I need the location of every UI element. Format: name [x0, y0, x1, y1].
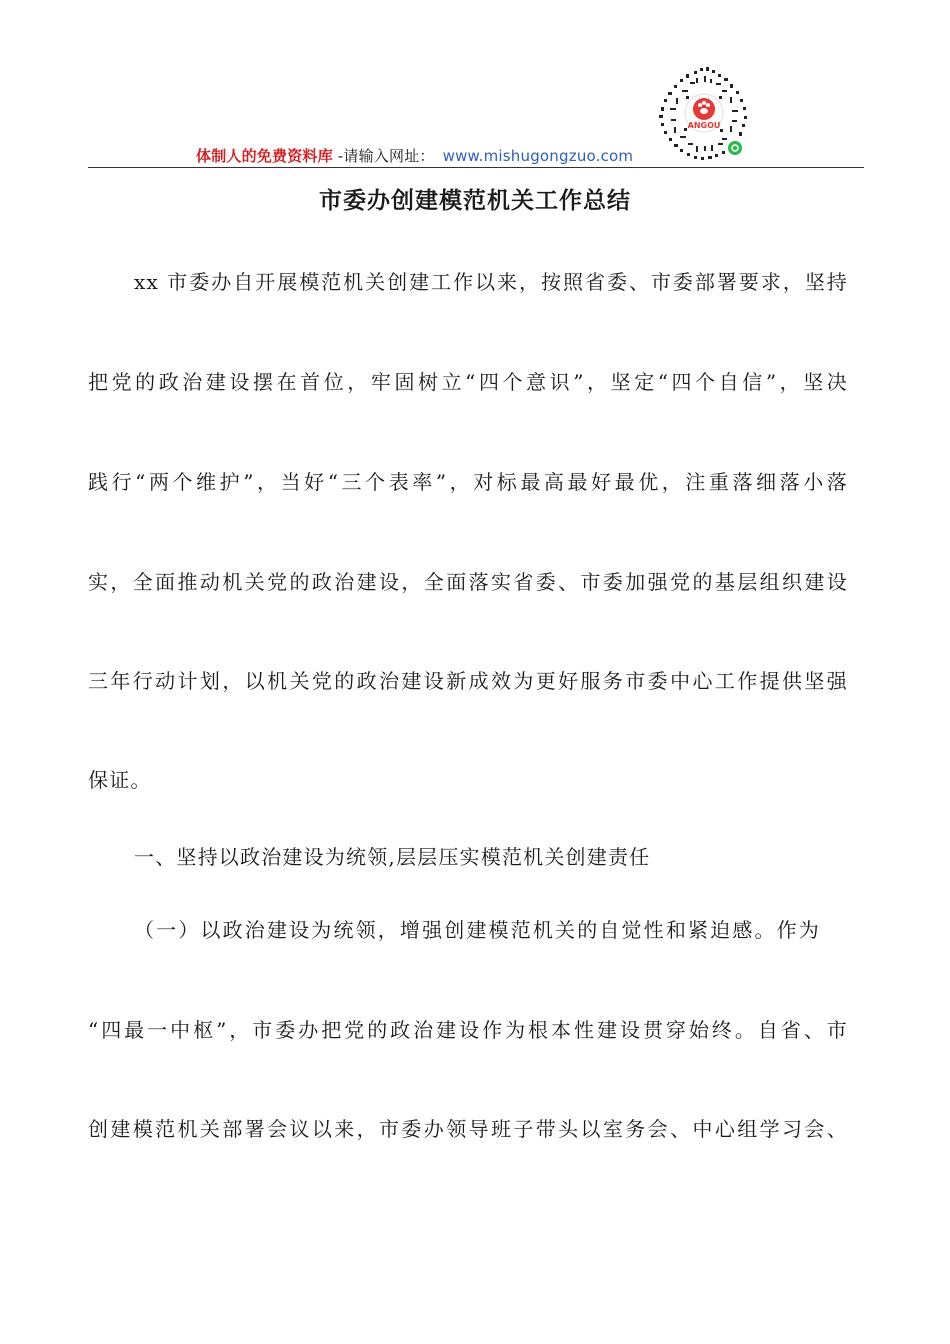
header-divider — [88, 167, 864, 168]
subsection-heading-1: （一）以政治建设为统领，增强创建模范机关的自觉性和紧迫感。作为 — [134, 918, 820, 942]
body-line-2: 把党的政治建设摆在首位，牢固树立“四个意识”，坚定“四个自信”，坚决 — [88, 370, 848, 394]
body-line-6: 保证。 — [88, 768, 152, 792]
body-line-3: 践行“两个维护”，当好“三个表率”，对标最高最好最优，注重落细落小落 — [88, 470, 848, 494]
mini-program-qr-code[interactable] — [656, 66, 752, 162]
body-line-1: xx 市委办自开展模范机关创建工作以来，按照省委、市委部署要求，坚持 — [134, 270, 848, 294]
section-heading-1: 一、坚持以政治建设为统领,层层压实模范机关创建责任 — [134, 845, 651, 869]
site-name: 体制人的免费资料库 — [196, 147, 333, 165]
body-line-5: 三年行动计划，以机关党的政治建设新成效为更好服务市委中心工作提供坚强 — [88, 669, 848, 693]
body-line-8: 创建模范机关部署会议以来，市委办领导班子带头以室务会、中心组学习会、 — [88, 1117, 848, 1141]
wechat-mini-program-icon — [728, 141, 742, 155]
site-banner — [196, 145, 633, 166]
url-prompt: -请输入网址： — [332, 147, 435, 165]
body-line-4: 实，全面推动机关党的政治建设，全面落实省委、市委加强党的基层组织建设 — [88, 570, 848, 594]
document-title: 市委办创建模范机关工作总结 — [319, 187, 631, 214]
body-line-7: “四最一中枢”，市委办把党的政治建设作为根本性建设贯穿始终。自省、市 — [88, 1018, 848, 1042]
site-url-link[interactable]: www.mishugongzuo.com — [442, 147, 634, 165]
qr-brand-label: ANGOU — [687, 121, 721, 130]
page-header — [0, 0, 950, 172]
